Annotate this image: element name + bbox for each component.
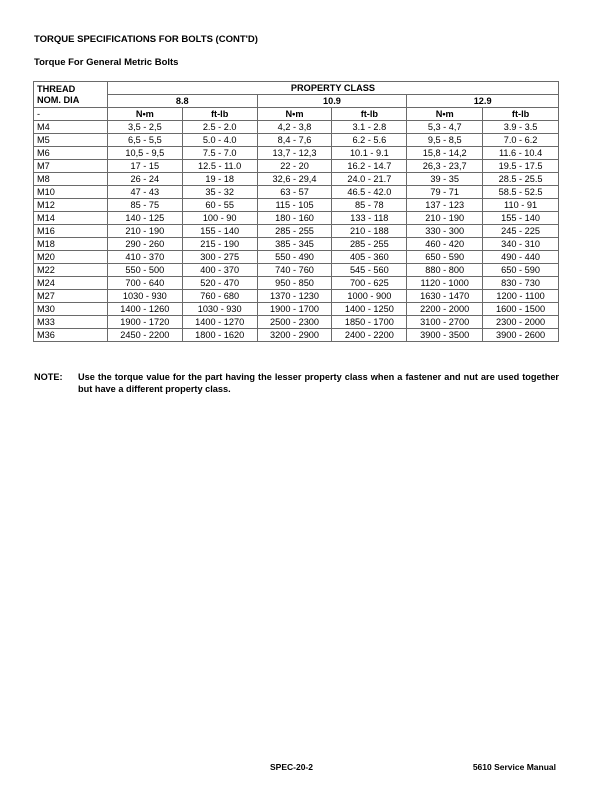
- torque-value-cell: 1800 - 1620: [182, 329, 257, 342]
- torque-value-cell: 740 - 760: [257, 264, 332, 277]
- unit-cell: ft-lb: [483, 108, 559, 121]
- torque-value-cell: 3900 - 2600: [483, 329, 559, 342]
- torque-value-cell: 830 - 730: [483, 277, 559, 290]
- thread-size-cell: M5: [34, 134, 108, 147]
- torque-value-cell: 2.5 - 2.0: [182, 121, 257, 134]
- torque-value-cell: 60 - 55: [182, 199, 257, 212]
- thread-size-cell: M8: [34, 173, 108, 186]
- thread-size-cell: M7: [34, 160, 108, 173]
- torque-value-cell: 385 - 345: [257, 238, 332, 251]
- torque-value-cell: 1370 - 1230: [257, 290, 332, 303]
- table-row: [34, 225, 559, 238]
- torque-value-cell: 3.1 - 2.8: [332, 121, 407, 134]
- class-header: 12.9: [407, 95, 559, 108]
- torque-value-cell: 245 - 225: [483, 225, 559, 238]
- unit-row: [34, 108, 559, 121]
- torque-value-cell: 22 - 20: [257, 160, 332, 173]
- table-row: [34, 212, 559, 225]
- torque-value-cell: 3100 - 2700: [407, 316, 483, 329]
- thread-size-cell: M33: [34, 316, 108, 329]
- table-row: [34, 303, 559, 316]
- torque-value-cell: 1030 - 930: [107, 290, 182, 303]
- torque-value-cell: 13,7 - 12,3: [257, 147, 332, 160]
- class-header: 10.9: [257, 95, 407, 108]
- torque-value-cell: 32,6 - 29,4: [257, 173, 332, 186]
- thread-size-cell: M30: [34, 303, 108, 316]
- unit-cell: N•m: [407, 108, 483, 121]
- thread-size-cell: M14: [34, 212, 108, 225]
- torque-value-cell: 3.9 - 3.5: [483, 121, 559, 134]
- unit-cell: N•m: [257, 108, 332, 121]
- thread-nom-dia-header: [34, 82, 108, 108]
- footer-manual-title: 5610 Service Manual: [472, 762, 556, 772]
- table-row: [34, 160, 559, 173]
- torque-value-cell: 24.0 - 21.7: [332, 173, 407, 186]
- thread-size-cell: M36: [34, 329, 108, 342]
- torque-value-cell: 6.2 - 5.6: [332, 134, 407, 147]
- torque-value-cell: 545 - 560: [332, 264, 407, 277]
- torque-value-cell: 26,3 - 23,7: [407, 160, 483, 173]
- torque-value-cell: 2300 - 2000: [483, 316, 559, 329]
- table-row: [34, 134, 559, 147]
- unit-cell: ft-lb: [182, 108, 257, 121]
- torque-value-cell: 1120 - 1000: [407, 277, 483, 290]
- torque-value-cell: 210 - 190: [407, 212, 483, 225]
- torque-value-cell: 137 - 123: [407, 199, 483, 212]
- thread-header-line1: THREAD: [37, 83, 76, 94]
- table-row: [34, 251, 559, 264]
- torque-value-cell: 1000 - 900: [332, 290, 407, 303]
- torque-value-cell: 1600 - 1500: [483, 303, 559, 316]
- torque-value-cell: 10.1 - 9.1: [332, 147, 407, 160]
- torque-value-cell: 9,5 - 8,5: [407, 134, 483, 147]
- torque-value-cell: 63 - 57: [257, 186, 332, 199]
- thread-size-cell: M18: [34, 238, 108, 251]
- torque-value-cell: 7.5 - 7.0: [182, 147, 257, 160]
- torque-value-cell: 210 - 190: [107, 225, 182, 238]
- torque-value-cell: 155 - 140: [182, 225, 257, 238]
- torque-value-cell: 35 - 32: [182, 186, 257, 199]
- torque-value-cell: 1030 - 930: [182, 303, 257, 316]
- thread-header-line2: NOM. DIA: [37, 94, 80, 105]
- table-row: [34, 264, 559, 277]
- table-row: [34, 316, 559, 329]
- page-heading: TORQUE SPECIFICATIONS FOR BOLTS (CONT'D): [34, 34, 258, 45]
- torque-value-cell: 7.0 - 6.2: [483, 134, 559, 147]
- table-body: [34, 121, 559, 342]
- note-text: Use the torque value for the part having the lesser property class when a fastener and nut are used together but have a different property class.: [78, 372, 559, 394]
- torque-value-cell: 285 - 255: [257, 225, 332, 238]
- torque-value-cell: 650 - 590: [483, 264, 559, 277]
- torque-value-cell: 290 - 260: [107, 238, 182, 251]
- torque-value-cell: 17 - 15: [107, 160, 182, 173]
- torque-value-cell: 5,3 - 4,7: [407, 121, 483, 134]
- unit-cell: ft-lb: [332, 108, 407, 121]
- torque-value-cell: 950 - 850: [257, 277, 332, 290]
- thread-size-cell: M12: [34, 199, 108, 212]
- torque-value-cell: 46.5 - 42.0: [332, 186, 407, 199]
- table-row: [34, 173, 559, 186]
- table-row: [34, 147, 559, 160]
- torque-value-cell: 330 - 300: [407, 225, 483, 238]
- torque-value-cell: 700 - 640: [107, 277, 182, 290]
- torque-value-cell: 520 - 470: [182, 277, 257, 290]
- torque-value-cell: 8,4 - 7,6: [257, 134, 332, 147]
- torque-value-cell: 26 - 24: [107, 173, 182, 186]
- thread-size-cell: M20: [34, 251, 108, 264]
- torque-value-cell: 133 - 118: [332, 212, 407, 225]
- torque-value-cell: 1400 - 1260: [107, 303, 182, 316]
- thread-size-cell: M27: [34, 290, 108, 303]
- torque-value-cell: 1400 - 1250: [332, 303, 407, 316]
- table-row: [34, 329, 559, 342]
- torque-value-cell: 490 - 440: [483, 251, 559, 264]
- torque-value-cell: 15,8 - 14,2: [407, 147, 483, 160]
- torque-value-cell: 140 - 125: [107, 212, 182, 225]
- torque-value-cell: 210 - 188: [332, 225, 407, 238]
- torque-value-cell: 16.2 - 14.7: [332, 160, 407, 173]
- class-header: 8.8: [107, 95, 257, 108]
- torque-value-cell: 410 - 370: [107, 251, 182, 264]
- torque-value-cell: 300 - 275: [182, 251, 257, 264]
- torque-value-cell: 47 - 43: [107, 186, 182, 199]
- unit-cell: N•m: [107, 108, 182, 121]
- torque-value-cell: 155 - 140: [483, 212, 559, 225]
- torque-value-cell: 39 - 35: [407, 173, 483, 186]
- torque-value-cell: 110 - 91: [483, 199, 559, 212]
- thread-size-cell: M4: [34, 121, 108, 134]
- torque-value-cell: 4,2 - 3,8: [257, 121, 332, 134]
- table-row: [34, 277, 559, 290]
- torque-spec-table: [33, 81, 559, 342]
- table-row: [34, 290, 559, 303]
- torque-value-cell: 1900 - 1720: [107, 316, 182, 329]
- torque-value-cell: 3,5 - 2,5: [107, 121, 182, 134]
- torque-value-cell: 2200 - 2000: [407, 303, 483, 316]
- torque-value-cell: 2450 - 2200: [107, 329, 182, 342]
- torque-value-cell: 6,5 - 5,5: [107, 134, 182, 147]
- footer-page-id: SPEC-20-2: [270, 762, 313, 772]
- torque-value-cell: 12.5 - 11.0: [182, 160, 257, 173]
- table-row: [34, 199, 559, 212]
- torque-value-cell: 5.0 - 4.0: [182, 134, 257, 147]
- torque-value-cell: 180 - 160: [257, 212, 332, 225]
- torque-value-cell: 285 - 255: [332, 238, 407, 251]
- torque-value-cell: 19.5 - 17.5: [483, 160, 559, 173]
- torque-value-cell: 1900 - 1700: [257, 303, 332, 316]
- torque-value-cell: 28.5 - 25.5: [483, 173, 559, 186]
- torque-value-cell: 460 - 420: [407, 238, 483, 251]
- table-row: [34, 186, 559, 199]
- torque-value-cell: 340 - 310: [483, 238, 559, 251]
- torque-value-cell: 405 - 360: [332, 251, 407, 264]
- torque-value-cell: 85 - 78: [332, 199, 407, 212]
- torque-value-cell: 58.5 - 52.5: [483, 186, 559, 199]
- torque-value-cell: 2500 - 2300: [257, 316, 332, 329]
- torque-value-cell: 115 - 105: [257, 199, 332, 212]
- torque-value-cell: 550 - 500: [107, 264, 182, 277]
- torque-value-cell: 550 - 490: [257, 251, 332, 264]
- torque-value-cell: 10,5 - 9,5: [107, 147, 182, 160]
- torque-value-cell: 3200 - 2900: [257, 329, 332, 342]
- thread-size-cell: M16: [34, 225, 108, 238]
- torque-value-cell: 11.6 - 10.4: [483, 147, 559, 160]
- thread-size-cell: M10: [34, 186, 108, 199]
- torque-value-cell: 215 - 190: [182, 238, 257, 251]
- section-subheading: Torque For General Metric Bolts: [34, 57, 179, 68]
- torque-value-cell: 700 - 625: [332, 277, 407, 290]
- torque-value-cell: 400 - 370: [182, 264, 257, 277]
- torque-value-cell: 1400 - 1270: [182, 316, 257, 329]
- torque-value-cell: 2400 - 2200: [332, 329, 407, 342]
- thread-size-cell: M22: [34, 264, 108, 277]
- torque-value-cell: 760 - 680: [182, 290, 257, 303]
- torque-value-cell: 3900 - 3500: [407, 329, 483, 342]
- torque-value-cell: 880 - 800: [407, 264, 483, 277]
- torque-value-cell: 85 - 75: [107, 199, 182, 212]
- note: [34, 371, 559, 395]
- property-class-header: PROPERTY CLASS: [107, 82, 558, 95]
- thread-size-cell: M6: [34, 147, 108, 160]
- torque-value-cell: 1850 - 1700: [332, 316, 407, 329]
- thread-size-cell: M24: [34, 277, 108, 290]
- table-row: [34, 121, 559, 134]
- torque-value-cell: 19 - 18: [182, 173, 257, 186]
- unit-cell: -: [34, 108, 108, 121]
- torque-value-cell: 1630 - 1470: [407, 290, 483, 303]
- torque-value-cell: 100 - 90: [182, 212, 257, 225]
- note-label: NOTE:: [34, 372, 63, 382]
- torque-value-cell: 1200 - 1100: [483, 290, 559, 303]
- torque-value-cell: 79 - 71: [407, 186, 483, 199]
- table-row: [34, 238, 559, 251]
- torque-value-cell: 650 - 590: [407, 251, 483, 264]
